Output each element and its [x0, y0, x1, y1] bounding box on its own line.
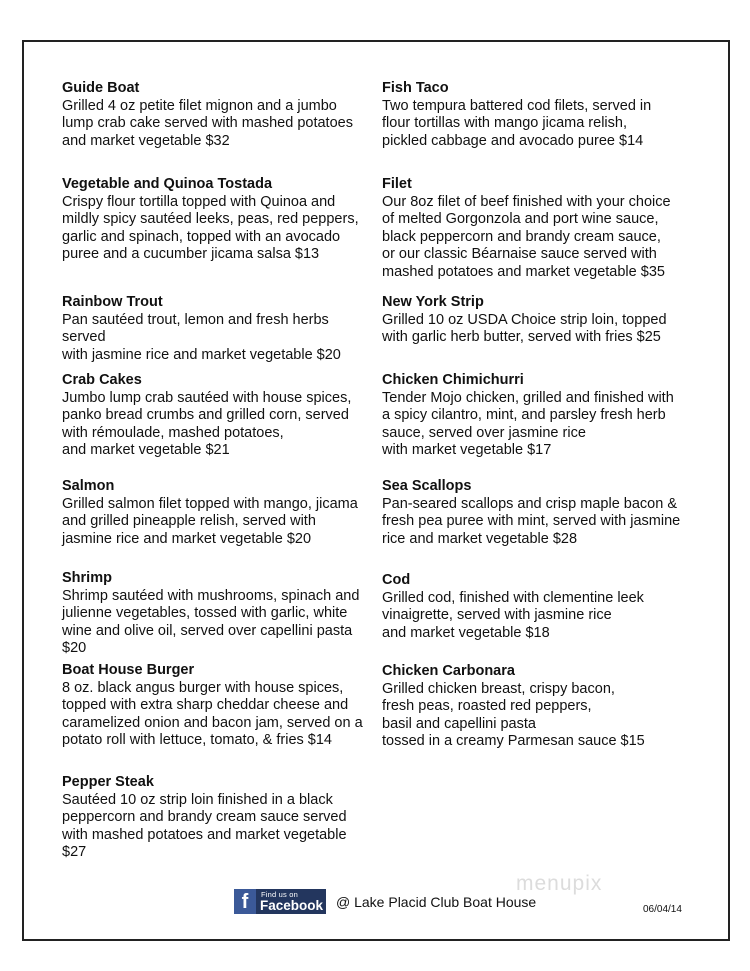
menu-item-name: Salmon	[62, 478, 115, 494]
menu-item-name: Filet	[382, 176, 412, 192]
menu-item	[382, 572, 692, 642]
menu-item	[382, 294, 692, 347]
menu-item	[382, 80, 692, 150]
venue-name: @ Lake Placid Club Boat House	[336, 894, 537, 910]
menu-item	[62, 294, 367, 364]
menu-item-name: Shrimp	[62, 570, 112, 586]
menu-item-name: Rainbow Trout	[62, 294, 163, 310]
menu-item	[62, 176, 367, 264]
menu-item-name: New York Strip	[382, 294, 484, 310]
facebook-badge-tagline: Find us on	[261, 890, 299, 899]
menu-item	[382, 478, 692, 548]
menu-item-description: Grilled chicken breast, crispy bacon, fresh peas, roasted red peppers, basil and capellini pasta tossed in a creamy Parmesan sauce $15	[382, 680, 645, 750]
menu-item-name: Cod	[382, 572, 411, 588]
menu-item	[62, 774, 367, 862]
menu-item-description: Our 8oz filet of beef finished with your choice of melted Gorgonzola and port wine sauce, black peppercorn and brandy cream sauce, or our classic Béarnaise sauce served with mashed potatoes and market vegetable $35	[382, 193, 671, 280]
menu-item-name: Boat House Burger	[62, 662, 195, 678]
menu-item-name: Vegetable and Quinoa Tostada	[62, 176, 273, 192]
facebook-badge-label: Facebook	[260, 898, 324, 913]
menu-item	[62, 570, 367, 658]
menu-item	[62, 372, 367, 460]
menu-item	[62, 478, 367, 548]
menu-item-description: Tender Mojo chicken, grilled and finished with a spicy cilantro, mint, and parsley fresh herb sauce, served over jasmine rice with market vegetable $17	[382, 389, 674, 459]
menu-item	[382, 176, 692, 281]
menu-item-description: Two tempura battered cod filets, served in flour tortillas with mango jicama relish, pickled cabbage and avocado puree $14	[382, 97, 652, 149]
menu-item-name: Sea Scallops	[382, 478, 472, 494]
menu-item-name: Pepper Steak	[62, 774, 154, 790]
watermark: menupix	[516, 872, 603, 895]
menu-item	[382, 372, 692, 460]
menu-item-name: Crab Cakes	[62, 372, 142, 388]
menu-item-name: Chicken Carbonara	[382, 663, 515, 679]
facebook-badge[interactable]	[234, 889, 326, 914]
facebook-icon: f	[234, 889, 256, 914]
menu-item-name: Fish Taco	[382, 80, 449, 96]
menu-item-description: Grilled salmon filet topped with mango, jicama and grilled pineapple relish, served with jasmine rice and market vegetable $20	[62, 495, 358, 547]
menu-item-description: Shrimp sautéed with mushrooms, spinach and julienne vegetables, tossed with garlic, white wine and olive oil, served over capellini pasta $20	[62, 587, 360, 657]
menu-item-description: Grilled cod, finished with clementine leek vinaigrette, served with jasmine rice and market vegetable $18	[382, 589, 644, 641]
menu-item	[62, 80, 367, 150]
menu-item-description: Sautéed 10 oz strip loin finished in a black peppercorn and brandy cream sauce served with mashed potatoes and market vegetable $27	[62, 791, 347, 861]
menu-item-description: Jumbo lump crab sautéed with house spices, panko bread crumbs and grilled corn, served with rémoulade, mashed potatoes, and market vegetable $21	[62, 389, 352, 459]
menu-item-description: Crispy flour tortilla topped with Quinoa and mildly spicy sautéed leeks, peas, red peppers, garlic and spinach, topped with an avocado puree and a cucumber jicama salsa $13	[62, 193, 359, 263]
menu-item-description: Grilled 4 oz petite filet mignon and a jumbo lump crab cake served with mashed potatoes and market vegetable $32	[62, 97, 353, 149]
menu-item-description: 8 oz. black angus burger with house spices, topped with extra sharp cheddar cheese and caramelized onion and bacon jam, served on a potato roll with lettuce, tomato, & fries $14	[62, 679, 363, 749]
menu-item	[382, 663, 692, 751]
menu-date: 06/04/14	[643, 904, 682, 915]
menu-item-name: Chicken Chimichurri	[382, 372, 524, 388]
menu-item	[62, 662, 367, 750]
menu-item-description: Grilled 10 oz USDA Choice strip loin, topped with garlic herb butter, served with fries $25	[382, 311, 667, 346]
footer	[0, 889, 750, 919]
menu-item-description: Pan sautéed trout, lemon and fresh herbs served with jasmine rice and market vegetable $20	[62, 311, 341, 363]
menu-item-description: Pan-seared scallops and crisp maple bacon & fresh pea puree with mint, served with jasmine rice and market vegetable $28	[382, 495, 681, 547]
menu-item-name: Guide Boat	[62, 80, 140, 96]
